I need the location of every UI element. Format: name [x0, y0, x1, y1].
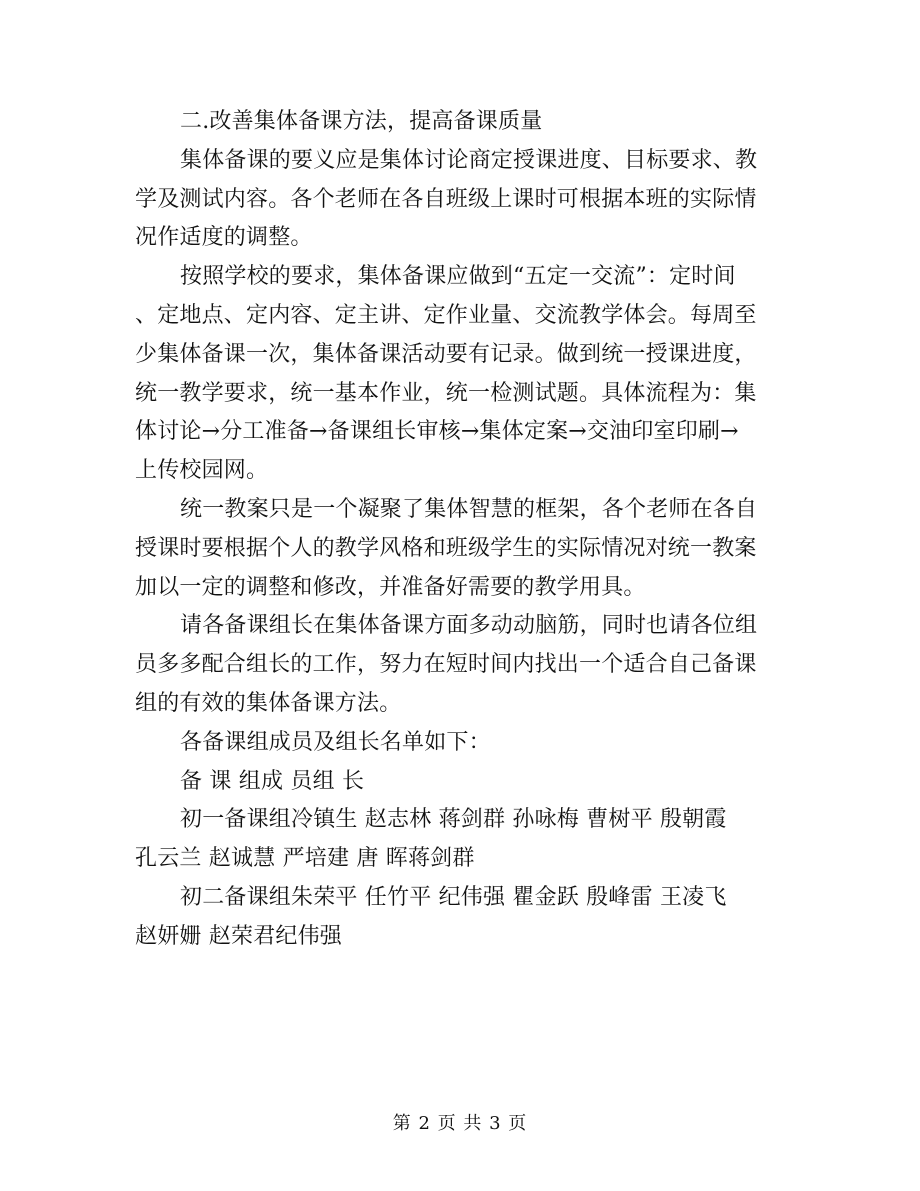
roster-row: 初一备课组冷镇生 赵志林 蒋剑群 孙咏梅 曹树平 殷朝霞 — [180, 807, 727, 833]
paragraph-line: 集体备课的要义应是集体讨论商定授课进度、目标要求、教 — [180, 147, 758, 173]
paragraph-line: 加以一定的调整和修改，并准备好需要的教学用具。 — [135, 574, 646, 600]
roster-row: 赵妍姗 赵荣君纪伟强 — [135, 923, 342, 949]
paragraph-line: 请各备课组长在集体备课方面多动动脑筋，同时也请各位组 — [180, 613, 758, 639]
paragraph-line: 少集体备课一次，集体备课活动要有记录。做到统一授课进度， — [135, 341, 757, 367]
paragraph-line: 授课时要根据个人的教学风格和班级学生的实际情况对统一教案 — [135, 535, 757, 561]
roster-header: 备 课 组成 员组 长 — [180, 768, 365, 794]
paragraph-line: 上传校园网。 — [135, 458, 269, 484]
paragraph-line: 统一教学要求，统一基本作业，统一检测试题。具体流程为：集 — [135, 380, 757, 406]
paragraph-line: 各备课组成员及组长名单如下： — [180, 729, 491, 755]
paragraph-line: 组的有效的集体备课方法。 — [135, 690, 402, 716]
paragraph-line: 体讨论→分工准备→备课组长审核→集体定案→交油印室印刷→ — [135, 419, 739, 445]
section-heading: 二.改善集体备课方法，提高备课质量 — [180, 109, 543, 134]
document-body — [135, 103, 785, 957]
paragraph-line: 、定地点、定内容、定主讲、定作业量、交流教学体会。每周至 — [135, 302, 757, 328]
roster-row: 孔云兰 赵诚慧 严培建 唐 晖蒋剑群 — [135, 846, 475, 872]
paragraph-line: 统一教案只是一个凝聚了集体智慧的框架，各个老师在各自 — [180, 496, 758, 522]
paragraph-line: 学及测试内容。各个老师在各自班级上课时可根据本班的实际情 — [135, 186, 757, 212]
page-number-footer: 第 2 页 共 3 页 — [392, 1113, 528, 1134]
paragraph-line: 况作适度的调整。 — [135, 225, 313, 251]
roster-row: 初二备课组朱荣平 任竹平 纪伟强 瞿金跃 殷峰雷 王凌飞 — [180, 884, 727, 910]
paragraph-line: 员多多配合组长的工作，努力在短时间内找出一个适合自己备课 — [135, 652, 757, 678]
paragraph-line: 按照学校的要求，集体备课应做到“五定一交流”：定时间 — [180, 264, 736, 290]
